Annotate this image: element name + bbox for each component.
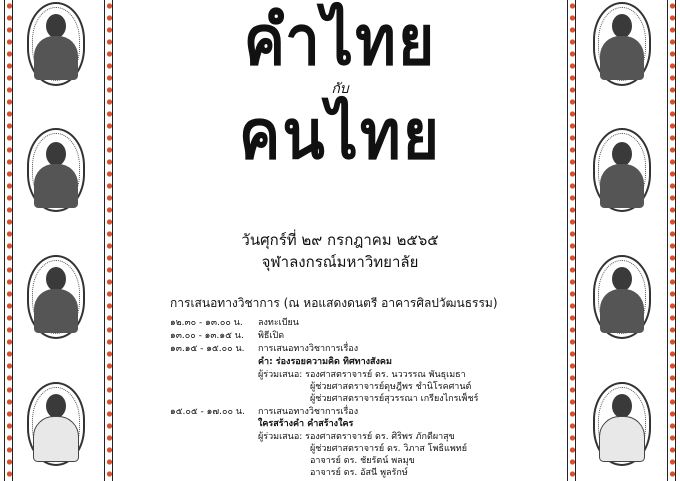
title-connector: กับ — [331, 81, 349, 97]
presenter-line: ผู้ร่วมเสนอ: รองศาสตราจารย์ ดร. นววรรณ พันธุเมธา — [258, 370, 466, 380]
title-line-1: คำไทย — [243, 0, 437, 81]
schedule-time: ๑๓.๐๐ - ๑๓.๑๕ น. — [170, 331, 244, 341]
portrait-frame-man-2 — [27, 382, 85, 466]
poster-title — [200, 0, 480, 175]
portrait-frame-man-4 — [593, 382, 651, 466]
portrait-frame-woman-2 — [27, 255, 85, 339]
title-line-2: คนไทย — [238, 94, 442, 175]
schedule-item: พิธีเปิด — [258, 331, 285, 341]
left-inner-ornament-strip — [104, 0, 113, 481]
right-inner-ornament-strip — [567, 0, 576, 481]
schedule-time: ๑๓.๑๕ - ๑๕.๐๐ น. — [170, 344, 245, 354]
schedule-item: การเสนอทางวิชาการเรื่อง — [258, 344, 359, 354]
presenter-line: ผู้ช่วยศาสตราจารย์สุวรรณา เกรียงไกรเพ็ชร์ — [310, 394, 479, 404]
event-date: วันศุกร์ที่ ๒๙ กรกฎาคม ๒๕๖๕ — [241, 231, 439, 249]
right-outer-ornament-strip — [667, 0, 676, 481]
left-border-panel — [0, 0, 120, 481]
left-outer-ornament-strip — [4, 0, 13, 481]
presenter-line: ผู้ร่วมเสนอ: รองศาสตราจารย์ ดร. ศิริพร ภักดีผาสุข — [258, 432, 455, 442]
portrait-frame-woman-3 — [593, 2, 651, 86]
presenter-line: ผู้ช่วยศาสตราจารย์ ดร. วิภาส โพธิแพทย์ — [310, 444, 467, 454]
presenter-line: ผู้ช่วยศาสตราจารย์ดุษฎีพร ชำนิโรคศานต์ — [310, 382, 472, 392]
section-heading: การเสนอทางวิชาการ (ณ หอแสดงดนตรี อาคารศิลปวัฒนธรรม) — [170, 296, 498, 310]
portrait-frame-man-1 — [27, 128, 85, 212]
presenter-line: อาจารย์ ดร. ชัยรัตน์ พลมุข — [310, 456, 415, 466]
event-venue: จุฬาลงกรณ์มหาวิทยาลัย — [261, 253, 419, 271]
right-border-panel — [560, 0, 680, 481]
presenter-line: อาจารย์ ดร. อัสนี พูลรักษ์ — [310, 468, 408, 478]
portrait-frame-woman-1 — [27, 2, 85, 86]
topic-title: คำ: ร่องรอยความคิด ทิศทางสังคม — [258, 357, 392, 367]
schedule-item: ลงทะเบียน — [258, 318, 299, 328]
schedule-time: ๑๕.๐๕ - ๑๗.๐๐ น. — [170, 407, 245, 417]
schedule-item: การเสนอทางวิชาการเรื่อง — [258, 407, 359, 417]
portrait-frame-man-3 — [593, 128, 651, 212]
topic-title: ใครสร้างคำ คำสร้างใคร — [258, 419, 354, 429]
schedule-time: ๑๒.๓๐ - ๑๓.๐๐ น. — [170, 318, 243, 328]
portrait-frame-woman-4 — [593, 255, 651, 339]
